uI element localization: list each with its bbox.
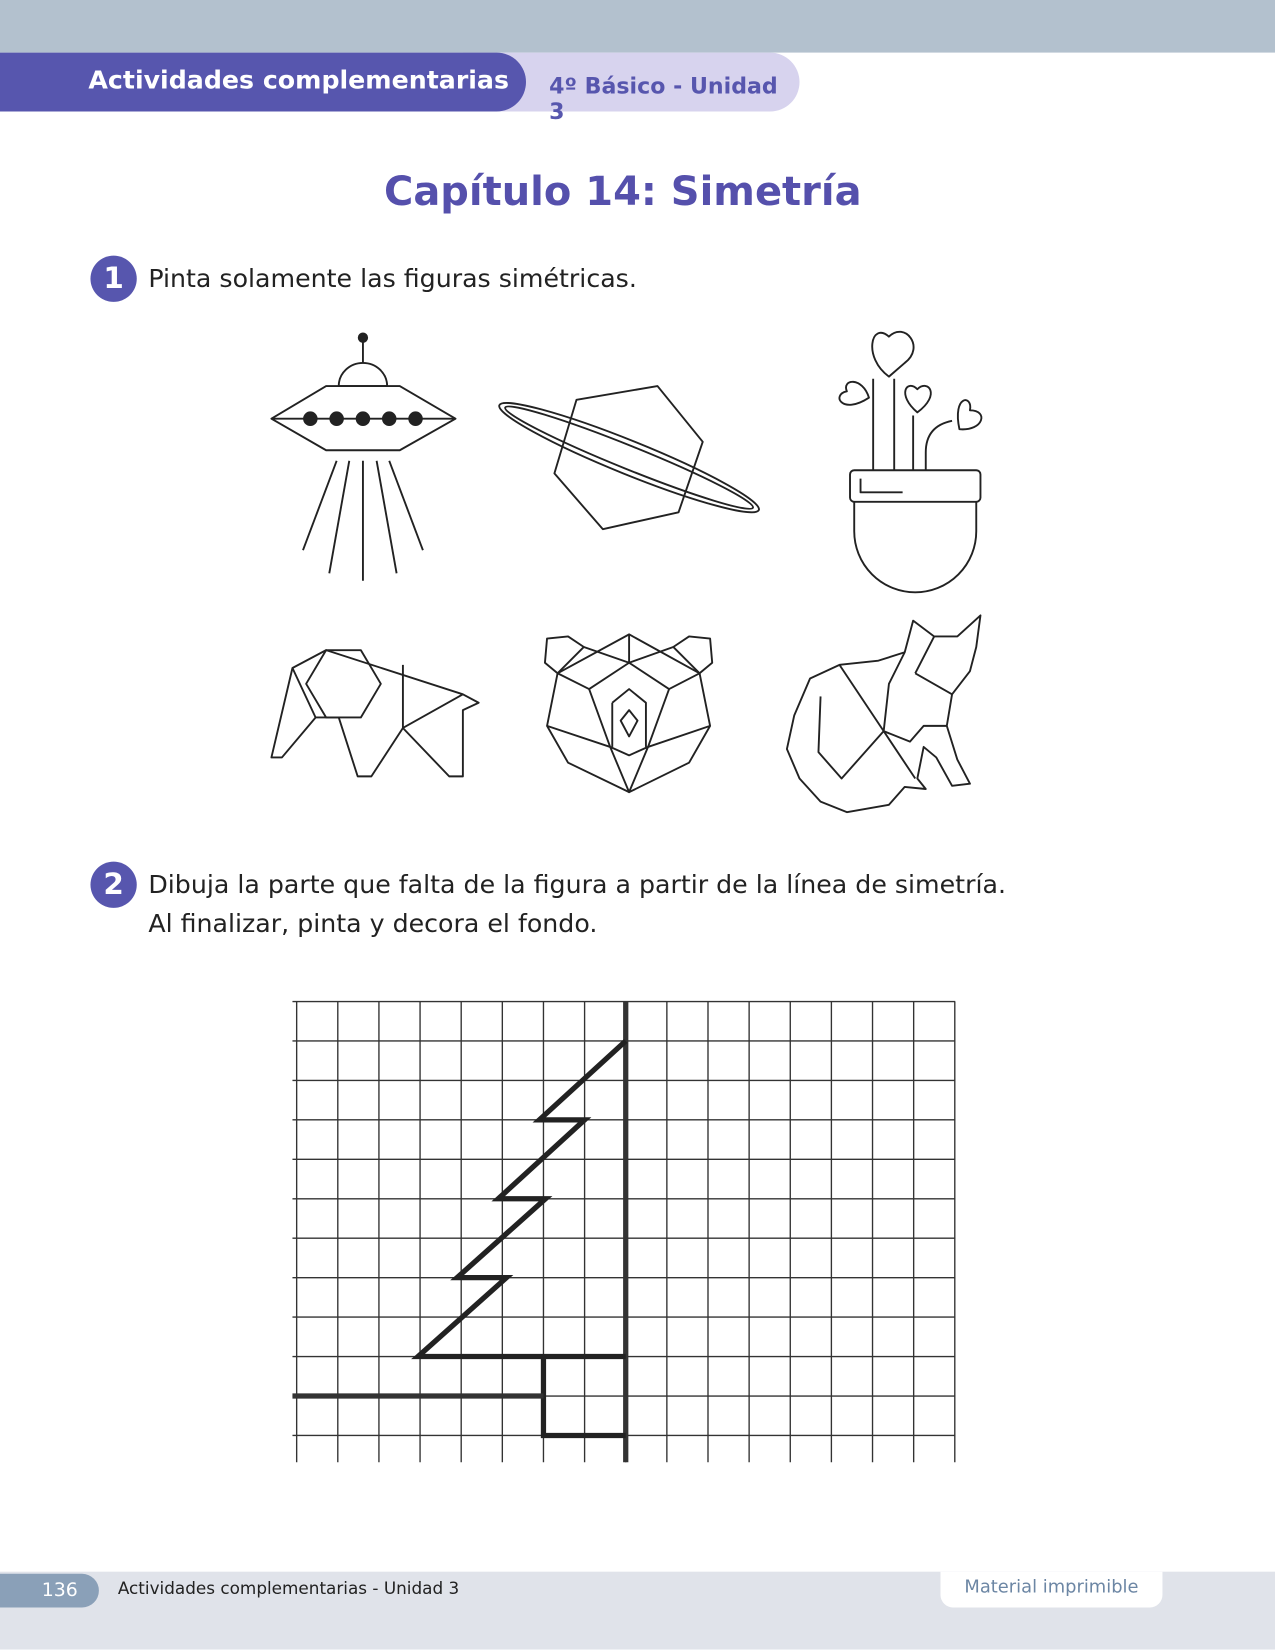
question-2-line1: Dibuja la parte que falta de la figura a partir de la línea de simetría. — [148, 870, 1006, 900]
printable-badge: Material imprimible — [940, 1572, 1162, 1608]
page-number-badge — [0, 1574, 99, 1608]
page-number: 136 — [41, 1579, 78, 1602]
section-label: Actividades complementarias — [88, 65, 510, 95]
question-2-line2: Al finalizar, pinta y decora el fondo. — [148, 908, 598, 939]
page-title: Capítulo 14: Simetría — [383, 168, 862, 215]
question-number-2: 2 — [90, 862, 136, 908]
footer-text: Actividades complementarias - Unidad 3 — [117, 1578, 460, 1598]
question-number-1: 1 — [90, 256, 136, 302]
question-1-text: Pinta solamente las figuras simétricas. — [148, 264, 637, 294]
unit-label: 4º Básico - Unidad 3 — [549, 73, 778, 125]
